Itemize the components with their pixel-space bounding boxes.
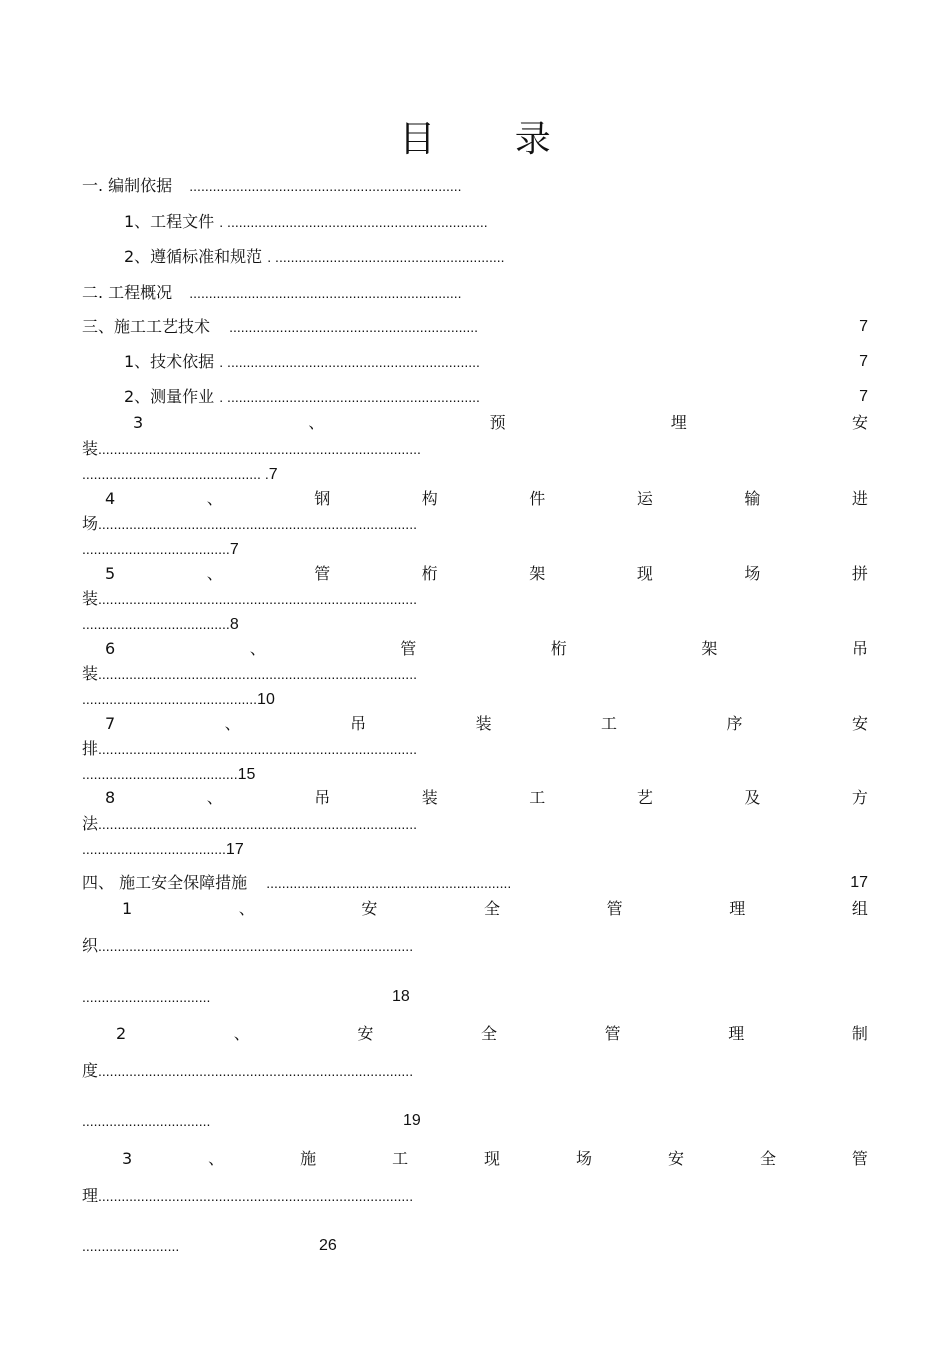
toc-item-4-2-dots-line [82, 1113, 210, 1129]
toc-char: 3 [122, 1149, 133, 1168]
toc-item-3-4-cont [82, 516, 417, 532]
toc-char: 制 [851, 1024, 868, 1043]
toc-dots: ..................................... [82, 841, 226, 857]
toc-label: 1、工程文件 [124, 212, 215, 231]
toc-page-number: 7 [229, 541, 239, 558]
toc-char: 、 [206, 564, 223, 583]
toc-item-4-2 [116, 1026, 868, 1042]
toc-char: 安 [667, 1149, 684, 1168]
toc-item-3-3 [133, 415, 868, 431]
toc-char: 方 [851, 788, 868, 807]
toc-page-number: 17 [850, 874, 868, 891]
toc-dots: .................................................................................. [98, 666, 417, 682]
toc-dots: ...................................................................... [189, 178, 462, 194]
toc-char: 、 [206, 788, 223, 807]
toc-item-3-4 [105, 491, 868, 507]
toc-item-1-1 [124, 214, 488, 230]
toc-char: 、 [224, 714, 241, 733]
toc-item-4-2-cont [82, 1063, 413, 1079]
toc-char: 、 [238, 899, 255, 918]
toc-char: 5 [105, 564, 116, 583]
toc-item-3-6 [105, 641, 868, 657]
page-title: 目 录 [399, 119, 585, 160]
toc-char: 拼 [851, 564, 868, 583]
toc-char: 工 [529, 788, 546, 807]
toc-label: 装 [82, 439, 99, 458]
toc-char: 装 [475, 714, 492, 733]
toc-char: 1 [122, 899, 133, 918]
toc-char: 钢 [314, 489, 331, 508]
toc-dots: ......................... [82, 1238, 180, 1254]
toc-item-3-5-cont [82, 591, 417, 607]
toc-char: 件 [529, 489, 546, 508]
toc-item-3-1 [124, 354, 480, 370]
toc-dots: .................................................................................. [98, 591, 417, 607]
toc-char: 预 [489, 413, 506, 432]
toc-dots: ........................................ [82, 766, 238, 782]
toc-char: 艺 [636, 788, 653, 807]
toc-dots: . ................................................................... [219, 214, 488, 230]
toc-char: 管 [604, 1024, 621, 1043]
toc-char: 、 [308, 413, 325, 432]
toc-item-3-7 [105, 716, 868, 732]
toc-section-1 [82, 178, 462, 194]
toc-page-number: 7 [268, 466, 278, 483]
toc-dots: ............................................................... [266, 875, 512, 891]
toc-item-3-6-cont [82, 666, 417, 682]
toc-item-3-5 [105, 566, 868, 582]
toc-label: 场 [82, 514, 99, 533]
toc-label: 装 [82, 664, 99, 683]
toc-page-number: 15 [237, 766, 256, 783]
toc-char: 输 [744, 489, 761, 508]
toc-label: 2、测量作业 [124, 387, 215, 406]
toc-char: 理 [728, 1024, 745, 1043]
toc-item-4-3-cont [82, 1188, 413, 1204]
toc-dots: . ................................................................. [219, 354, 480, 370]
toc-label: 排 [82, 739, 99, 758]
toc-char: 运 [636, 489, 653, 508]
toc-page-number: 26 [319, 1237, 337, 1254]
toc-dots: .................................................................................. [98, 516, 417, 532]
toc-char: 全 [484, 899, 501, 918]
toc-page-number: 19 [403, 1112, 421, 1129]
toc-char: 现 [636, 564, 653, 583]
toc-dots: ................................. [82, 1113, 211, 1129]
toc-item-3-8 [105, 790, 868, 806]
toc-char: 场 [744, 564, 761, 583]
toc-char: 3 [133, 413, 144, 432]
toc-char: 桁 [421, 564, 438, 583]
toc-item-3-6-page-line [82, 691, 275, 708]
toc-item-3-7-page-line [82, 766, 255, 783]
toc-label: 二. 工程概况 [82, 283, 173, 302]
toc-char: 、 [249, 639, 266, 658]
toc-char: 理 [729, 899, 746, 918]
toc-char: 施 [300, 1149, 317, 1168]
toc-dots: ................................................................ [229, 319, 479, 335]
toc-page-number: 10 [257, 691, 275, 708]
toc-item-3-7-cont [82, 741, 417, 757]
toc-char: 全 [759, 1149, 776, 1168]
toc-char: 8 [105, 788, 116, 807]
toc-section-2 [82, 285, 462, 301]
toc-section-4 [82, 875, 511, 891]
toc-char: 、 [208, 1149, 225, 1168]
toc-char: 及 [744, 788, 761, 807]
toc-char: 全 [481, 1024, 498, 1043]
toc-page-number: 18 [392, 988, 410, 1005]
toc-item-4-3-dots-line [82, 1238, 179, 1254]
toc-char: 吊 [314, 788, 331, 807]
toc-char: 4 [105, 489, 116, 508]
toc-char: 场 [576, 1149, 593, 1168]
toc-char: 架 [529, 564, 546, 583]
toc-label: 法 [82, 814, 99, 833]
toc-char: 桁 [550, 639, 567, 658]
toc-char: 吊 [350, 714, 367, 733]
toc-char: 、 [233, 1024, 250, 1043]
toc-item-4-3 [122, 1151, 868, 1167]
toc-char: 架 [701, 639, 718, 658]
toc-dots: ...................................... [82, 541, 230, 557]
toc-page-number: 7 [859, 388, 868, 405]
toc-char: 管 [314, 564, 331, 583]
toc-item-3-8-cont [82, 816, 417, 832]
toc-item-4-1-cont [82, 938, 413, 954]
toc-label: 2、遵循标准和规范 [124, 247, 263, 266]
toc-section-3 [82, 319, 478, 335]
toc-dots: .................................................................................. [98, 816, 417, 832]
toc-char: 、 [206, 489, 223, 508]
toc-dots: . ........................................................... [267, 249, 505, 265]
toc-char: 管 [851, 1149, 868, 1168]
toc-item-1-2 [124, 249, 505, 265]
toc-char: 埋 [670, 413, 687, 432]
toc-page-number: 7 [859, 318, 868, 335]
toc-dots: ................................................................................... [98, 441, 421, 457]
toc-dots: .............................................. . [82, 466, 269, 482]
toc-item-3-3-page-line [82, 466, 278, 483]
toc-char: 序 [726, 714, 743, 733]
toc-char: 现 [484, 1149, 501, 1168]
toc-char: 装 [421, 788, 438, 807]
toc-item-3-8-page-line [82, 841, 244, 858]
toc-item-3-4-page-line [82, 541, 239, 558]
toc-dots: ................................................................................. [98, 938, 414, 954]
toc-char: 进 [851, 489, 868, 508]
toc-char: 工 [601, 714, 618, 733]
toc-char: 安 [851, 413, 868, 432]
toc-label: 装 [82, 589, 99, 608]
toc-dots: ................................. [82, 989, 211, 1005]
toc-page-number: 7 [859, 353, 868, 370]
toc-char: 安 [851, 714, 868, 733]
toc-char: 工 [392, 1149, 409, 1168]
toc-char: 安 [357, 1024, 374, 1043]
toc-dots: . ................................................................. [219, 389, 480, 405]
toc-item-4-1-dots-line [82, 989, 210, 1005]
toc-item-3-5-page-line [82, 616, 239, 633]
toc-char: 管 [606, 899, 623, 918]
toc-label: 三、施工工艺技术 [82, 317, 211, 336]
toc-dots: ................................................................................. [98, 1063, 414, 1079]
toc-char: 安 [361, 899, 378, 918]
toc-label: 1、技术依据 [124, 352, 215, 371]
toc-dots: .................................................................................. [98, 741, 417, 757]
toc-page-number: 17 [225, 841, 244, 858]
toc-char: 6 [105, 639, 116, 658]
toc-char: 管 [400, 639, 417, 658]
toc-char: 2 [116, 1024, 127, 1043]
toc-label: 一. 编制依据 [82, 176, 173, 195]
toc-label: 四、 施工安全保障措施 [82, 873, 248, 892]
toc-dots: ............................................. [82, 691, 258, 707]
toc-item-3-3-cont [82, 441, 421, 457]
toc-label: 织 [82, 936, 99, 955]
toc-item-3-2 [124, 389, 480, 405]
toc-page-number: 8 [229, 616, 239, 633]
toc-dots: ...................................................................... [189, 285, 462, 301]
toc-char: 组 [851, 899, 868, 918]
toc-dots: ................................................................................. [98, 1188, 414, 1204]
toc-char: 构 [421, 489, 438, 508]
toc-char: 7 [105, 714, 116, 733]
toc-char: 吊 [851, 639, 868, 658]
toc-label: 理 [82, 1186, 99, 1205]
toc-dots: ...................................... [82, 616, 230, 632]
toc-item-4-1 [122, 901, 868, 917]
toc-label: 度 [82, 1061, 99, 1080]
